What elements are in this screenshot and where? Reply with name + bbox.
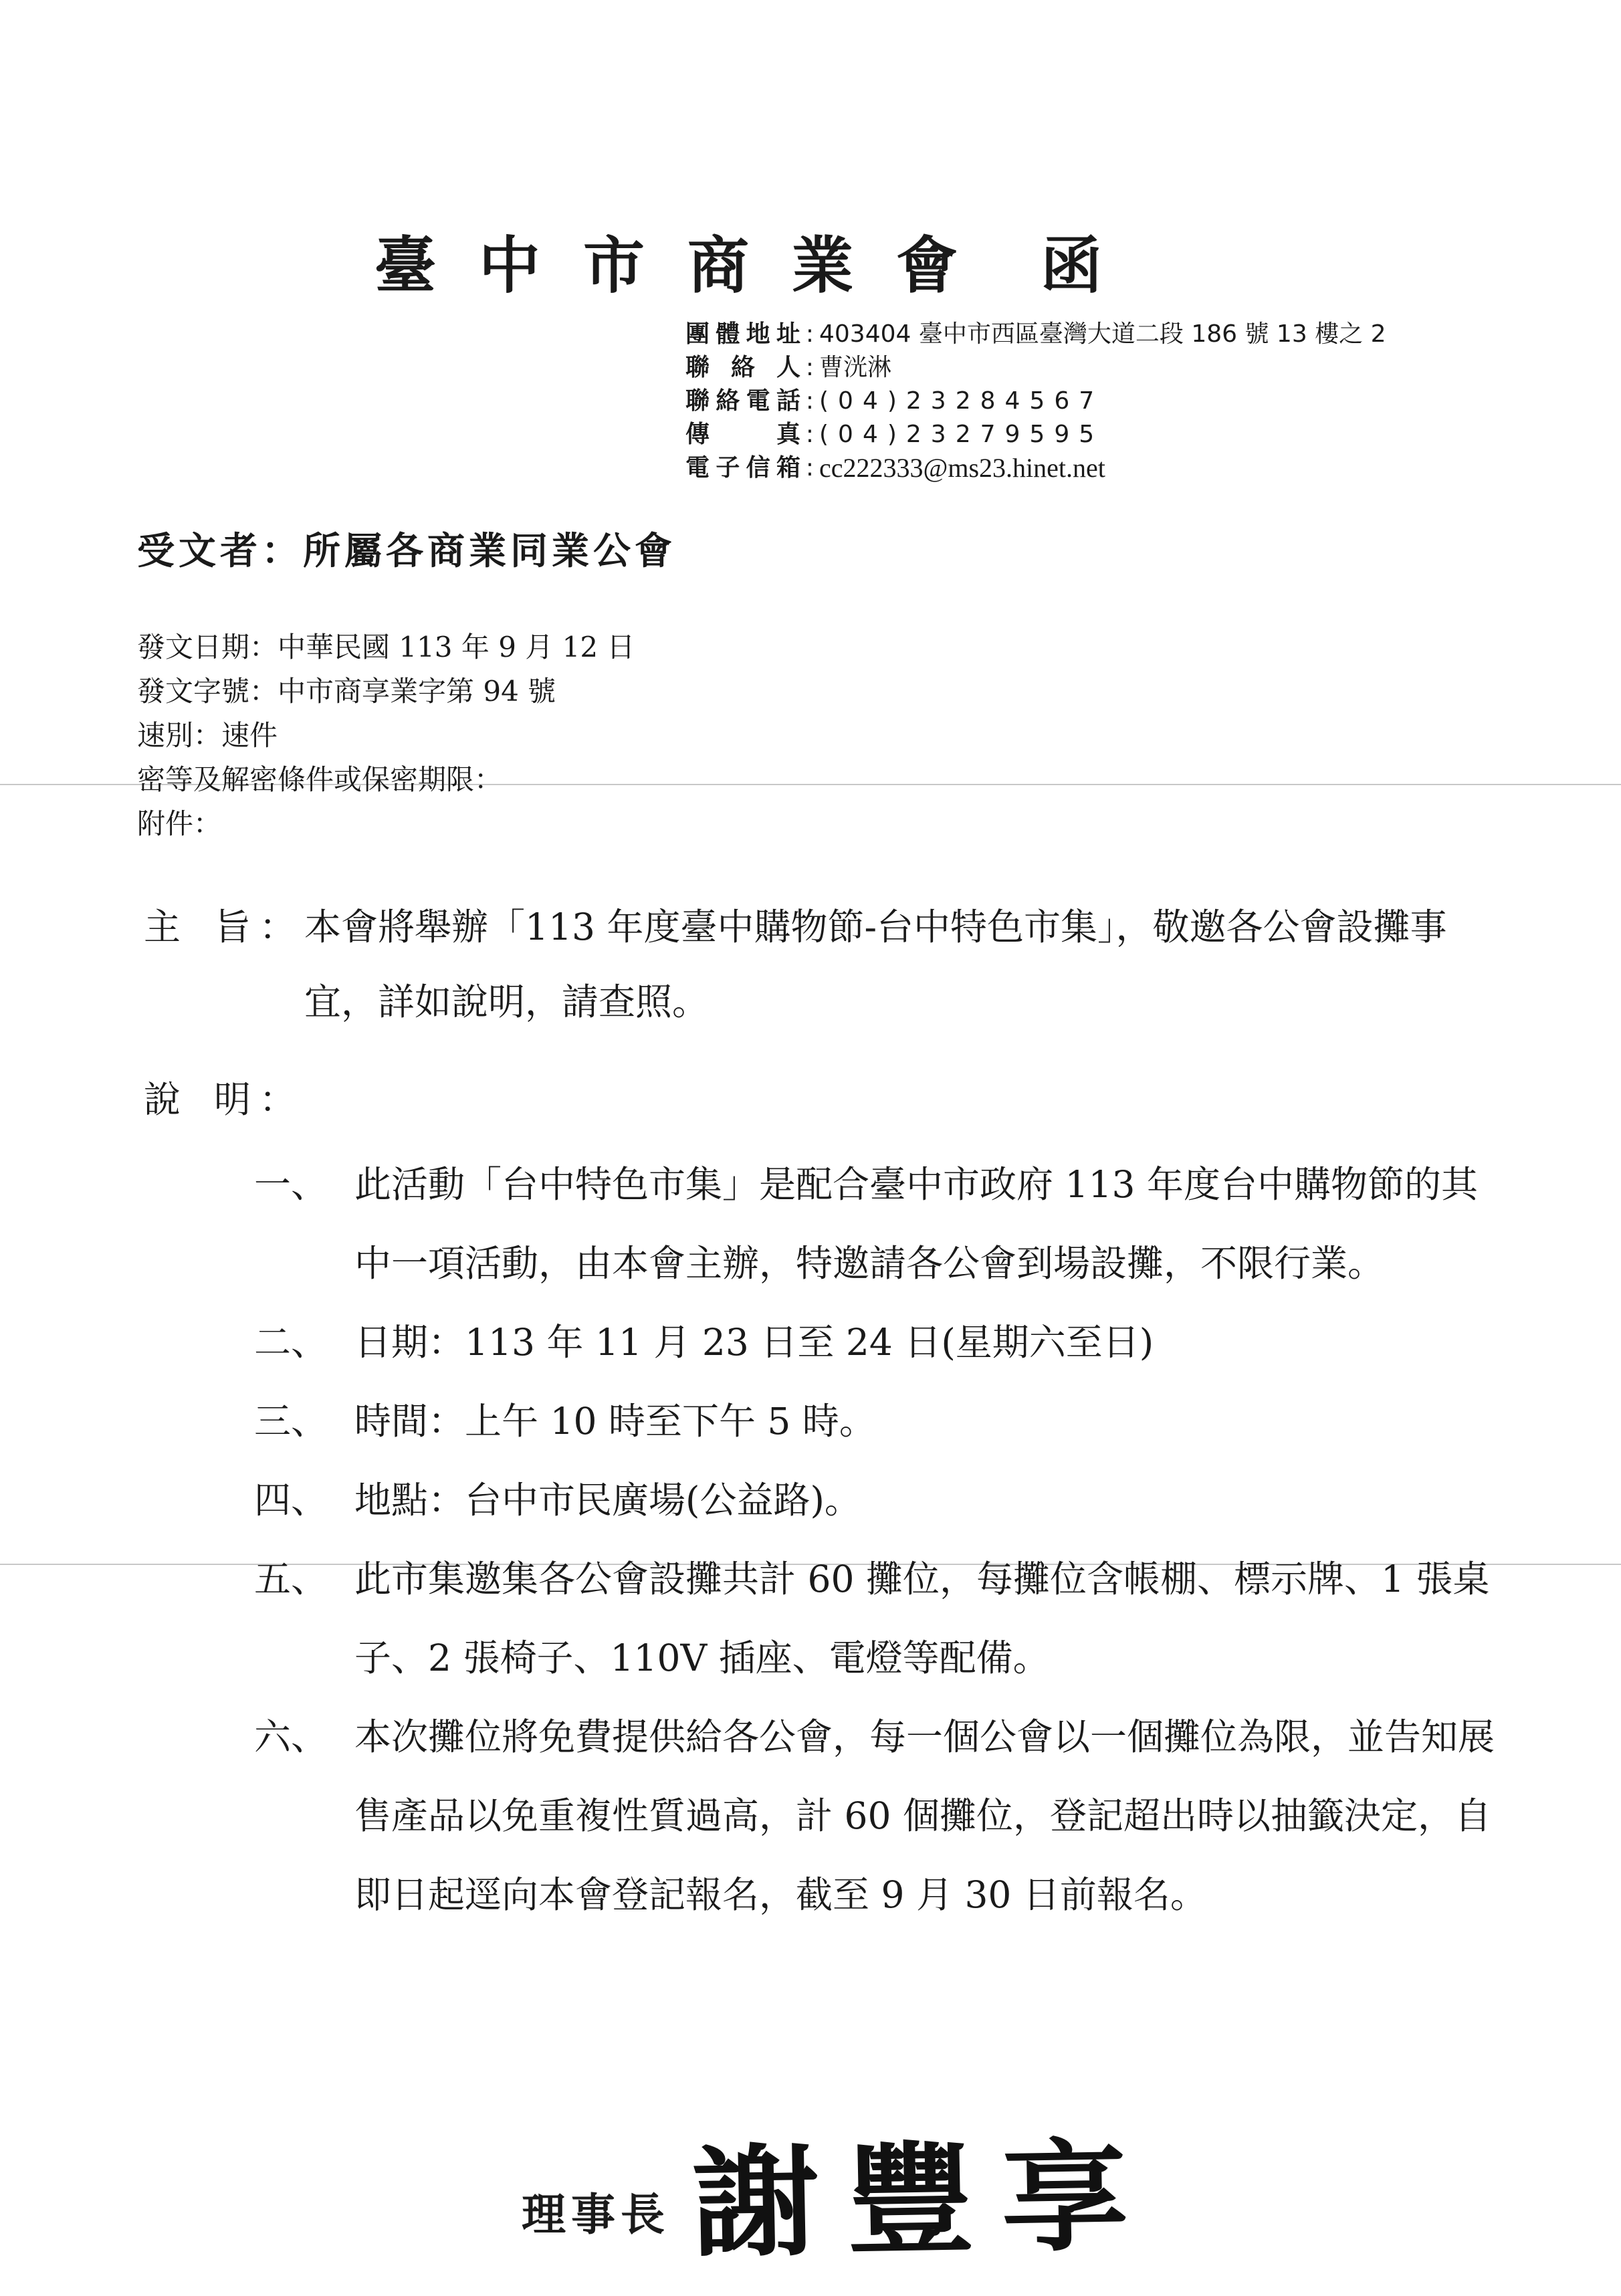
explanation-section: 說明 ： 一、 此活動「台中特色市集」是配合臺中市政府 113 年度台中購物節的其中一項活動，由本會主辦，特邀請各公會到場設攤，不限行業。 二、 日期：113 年 11 月 23 日至 24 日(星期六至日) 三、 時間：上午 10 時至下午 5 時。 四、 地點：台中市民廣場(公益路)。 五、 此市集邀集各公會設攤共計 60 攤位，每攤位含帳棚、標示牌、1 張桌子、2 張椅子、110V 插座、電燈等配備。 六、 本次攤位將免費提供給各公會，每一個公會以一個攤位為限，並告知展售產品以免重複性質過高，計 60 個攤位，登記超出時以抽籤決定，自即日起逕向本會登記報名，截至 9 月 30 日前報名。 — [144, 1070, 1481, 1124]
contact-fax: 傳真 : (04)23279595 — [685, 418, 1488, 451]
item-number: 四、 — [254, 1479, 328, 1522]
document-title — [374, 221, 1177, 301]
priority: 速別：速件 — [137, 719, 278, 752]
list-item — [254, 1697, 1511, 1934]
item-number: 一、 — [254, 1163, 328, 1206]
item-text: 地點：台中市民廣場(公益路)。 — [354, 1479, 861, 1522]
contact-value: 曹洸淋 — [819, 354, 892, 381]
list-item — [254, 1540, 1511, 1697]
subject-text: 本會將舉辦「113 年度臺中購物節-台中特色市集」，敬邀各公會設攤事宜，詳如說明，請查照。 — [304, 906, 1447, 1023]
contact-value: 403404 臺中市西區臺灣大道二段 186 號 13 樓之 2 — [819, 320, 1386, 348]
contact-label: 電子信箱 — [685, 454, 800, 482]
contact-info — [685, 318, 1488, 485]
explanation-label: 說明 — [144, 1078, 251, 1121]
organization-name: 臺中市商業會 — [374, 230, 1001, 302]
item-number: 六、 — [254, 1715, 328, 1758]
contact-person: 聯絡人 : 曹洸淋 — [685, 351, 1488, 385]
contact-phone: 聯絡電話 : (04)23284567 — [685, 385, 1488, 418]
contact-label: 聯絡電話 — [685, 387, 800, 415]
item-number: 二、 — [254, 1321, 328, 1364]
contact-address: 團體地址 : 403404 臺中市西區臺灣大道二段 186 號 13 樓之 2 — [685, 318, 1488, 351]
signature-block — [522, 2110, 1190, 2275]
document-number: 發文字號：中市商享業字第 94 號 — [137, 675, 556, 708]
list-item — [254, 1145, 1511, 1303]
contact-label: 聯絡人 — [685, 354, 800, 381]
explanation-list — [254, 1145, 1511, 1934]
list-item — [254, 1382, 1511, 1461]
attachments: 附件： — [137, 807, 222, 840]
contact-value: cc222333@ms23.hinet.net — [819, 453, 1105, 483]
contact-email: 電子信箱 : cc222333@ms23.hinet.net — [685, 451, 1488, 485]
list-item — [254, 1461, 1511, 1540]
item-text: 此活動「台中特色市集」是配合臺中市政府 113 年度台中購物節的其中一項活動，由本會主辦，特邀請各公會到場設攤，不限行業。 — [354, 1163, 1478, 1285]
document-meta — [137, 625, 635, 846]
contact-value: (04)23279595 — [819, 421, 1104, 448]
item-number: 五、 — [254, 1558, 328, 1600]
contact-label: 團體地址 — [685, 320, 800, 348]
subject-label: 主旨 — [144, 906, 251, 948]
item-text: 本次攤位將免費提供給各公會，每一個公會以一個攤位為限，並告知展售產品以免重複性質過高，計 60 個攤位，登記超出時以抽籤決定，自即日起逕向本會登記報名，截至 9 月 30 日前報名。 — [354, 1715, 1495, 1916]
document-type: 函 — [1041, 230, 1103, 302]
item-number: 三、 — [254, 1400, 328, 1443]
signatory-name: 謝豐享 — [691, 2125, 1158, 2275]
item-text: 此市集邀集各公會設攤共計 60 攤位，每攤位含帳棚、標示牌、1 張桌子、2 張椅子、110V 插座、電燈等配備。 — [354, 1558, 1490, 1679]
subject-section: 主旨 ： 本會將舉辦「113 年度臺中購物節-台中特色市集」，敬邀各公會設攤事宜，詳如說明，請查照。 — [144, 890, 1488, 1039]
recipient: 受文者：所屬各商業同業公會 — [137, 530, 676, 573]
issue-date: 發文日期：中華民國 113 年 9 月 12 日 — [137, 631, 635, 663]
contact-value: (04)23284567 — [819, 387, 1104, 415]
contact-label: 傳真 — [685, 421, 800, 448]
item-text: 日期：113 年 11 月 23 日至 24 日(星期六至日) — [354, 1321, 1154, 1364]
item-text: 時間：上午 10 時至下午 5 時。 — [354, 1400, 876, 1443]
signatory-title: 理事長 — [522, 2188, 670, 2240]
list-item — [254, 1303, 1511, 1382]
classification: 密等及解密條件或保密期限： — [137, 763, 503, 796]
